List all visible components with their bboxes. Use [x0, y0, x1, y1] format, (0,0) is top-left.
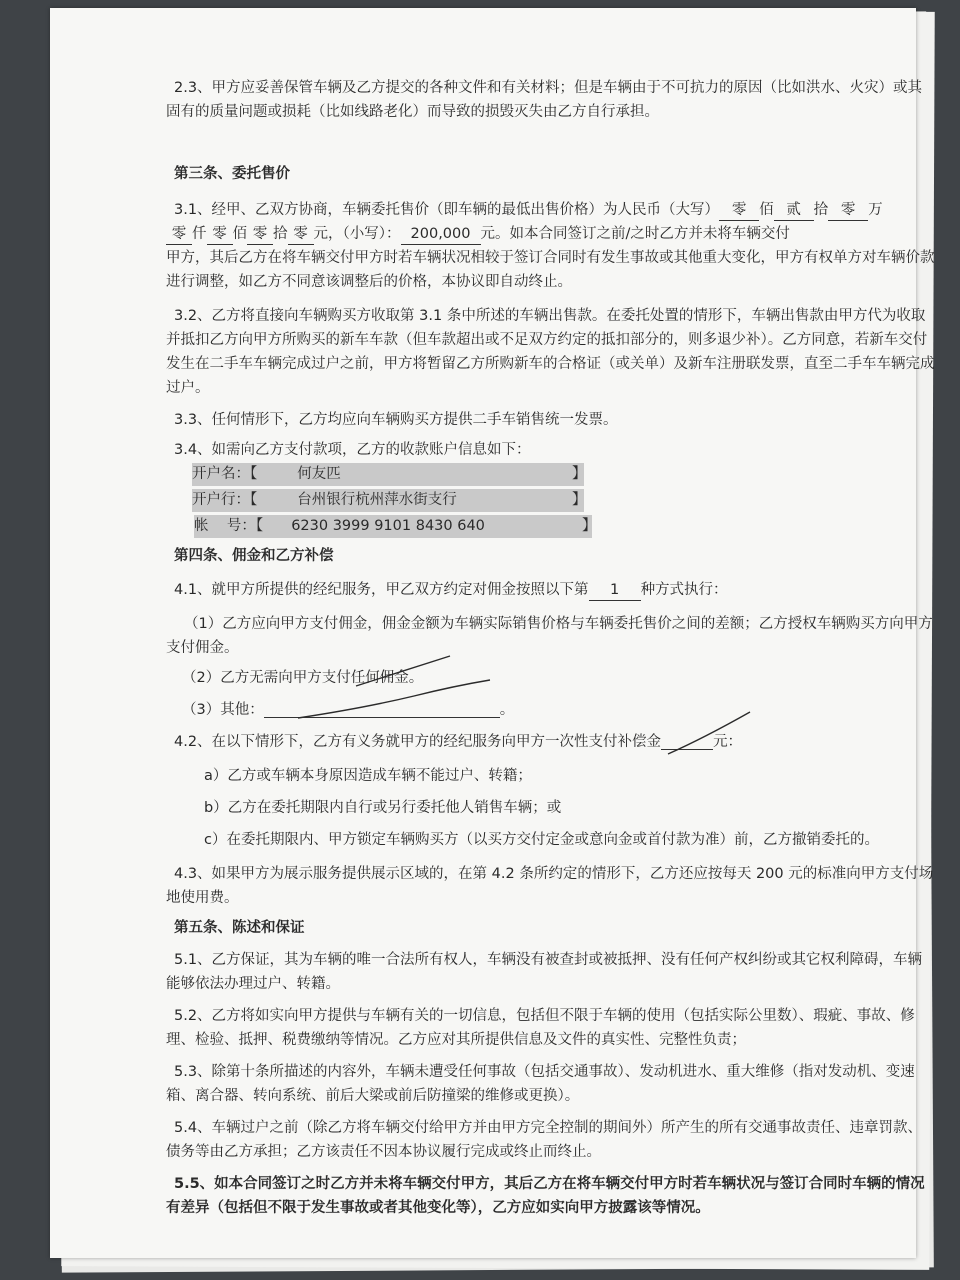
clause-5-2-line2: 理、检验、抵押、税费缴纳等情况。乙方应对其所提供信息及文件的真实性、完整性负责；: [166, 1032, 746, 1048]
clause-4-3-line1: 4.3、如果甲方为展示服务提供展示区域的，在第 4.2 条所约定的情形下，乙方还应按每天 200 元的标准向甲方支付场: [174, 866, 934, 882]
option-2: （2）乙方无需向甲方支付任何佣金。: [182, 670, 424, 686]
clause-2-3-line2: 固有的质量问题或损耗（比如线路老化）而导致的损毁灭失由乙方自行承担。: [166, 104, 659, 120]
account-bank-row: 开户行：【 台州银行杭州萍水街支行 】: [192, 489, 584, 512]
clause-3-2-line3: 发生在二手车车辆完成过户之前，甲方将暂留乙方所购新车的合格证（或关单）及新车注册联发票，直至二手车车辆完成: [166, 356, 935, 372]
clause-5-3-line1: 5.3、除第十条所描述的内容外，车辆未遭受任何事故（包括交通事故）、发动机进水、重大维修（指对发动机、变速: [174, 1064, 915, 1080]
clause-3-1-line2: 零 仟 零 佰 零 拾 零 元，（小写）： 200,000 元。如本合同签订之前/之时乙方并未将车辆交付: [166, 222, 928, 246]
clause-5-1-line2: 能够依法办理过户、转籍。: [166, 976, 340, 992]
option-1-line2: 支付佣金。: [166, 640, 239, 656]
option-3: （3）其他： 。: [182, 702, 515, 718]
section-5-heading: 第五条、陈述和保证: [174, 920, 305, 936]
account-holder-name: 何友匹: [297, 466, 341, 482]
section-4-heading: 第四条、佣金和乙方补偿: [174, 548, 334, 564]
clause-3-1-line4: 进行调整，如乙方不同意该调整后的价格，本协议即自动终止。: [166, 274, 572, 290]
clause-4-2-a: a）乙方或车辆本身原因造成车辆不能过户、转籍；: [204, 768, 532, 784]
contract-page: [50, 8, 935, 1258]
option-1-line1: （1）乙方应向甲方支付佣金，佣金金额为车辆实际销售价格与车辆委托售价之间的差额；乙方授权车辆购买方向甲方: [184, 616, 933, 632]
clause-5-4-line2: 债务等由乙方承担；乙方该责任不因本协议履行完成或终止而终止。: [166, 1144, 601, 1160]
clause-3-2-line1: 3.2、乙方将直接向车辆购买方收取第 3.1 条中所述的车辆出售款。在委托处置的情形下，车辆出售款由甲方代为收取: [174, 308, 926, 324]
clause-5-4-line1: 5.4、车辆过户之前（除乙方将车辆交付给甲方并由甲方完全控制的期间外）所产生的所有交通事故责任、违章罚款、: [174, 1120, 923, 1136]
clause-5-5-line1: 5.5、如本合同签订之时乙方并未将车辆交付甲方，其后乙方在将车辆交付甲方时若车辆状况与签订合同时车辆的情况: [174, 1176, 925, 1192]
clause-3-3: 3.3、任何情形下，乙方均应向车辆购买方提供二手车销售统一发票。: [174, 412, 618, 428]
clause-2-3-line1: 2.3、甲方应妥善保管车辆及乙方提交的各种文件和有关材料；但是车辆由于不可抗力的原因（比如洪水、火灾）或其: [174, 80, 923, 96]
commission-option-number: 1: [589, 580, 641, 601]
price-in-figures: 200,000: [401, 224, 481, 245]
clause-3-2-line4: 过户。: [166, 380, 210, 396]
clause-4-1: 4.1、就甲方所提供的经纪服务，甲乙双方约定对佣金按照以下第 1 种方式执行：: [174, 578, 936, 602]
clause-5-1-line1: 5.1、乙方保证，其为车辆的唯一合法所有权人，车辆没有被查封或被抵押、没有任何产权纠纷或其它权利障碍，车辆: [174, 952, 923, 968]
account-holder-row: 开户名：【 何友匹 】: [192, 463, 584, 486]
clause-3-2-line2: 并抵扣乙方向甲方所购买的新车车款（但车款超出或不足双方约定的抵扣部分的，则多退少补）。乙方同意，若新车交付: [166, 332, 928, 348]
clause-5-3-line2: 箱、离合器、转向系统、前后大梁或前后防撞梁的维修或更换）。: [166, 1088, 580, 1104]
clause-5-2-line1: 5.2、乙方将如实向甲方提供与车辆有关的一切信息，包括但不限于车辆的使用（包括实际公里数）、瑕疵、事故、修: [174, 1008, 915, 1024]
section-3-heading: 第三条、委托售价: [174, 166, 290, 182]
clause-4-2-c: c）在委托期限内、甲方锁定车辆购买方（以买方交付定金或意向金或首付款为准）前，乙方撤销委托的。: [204, 832, 879, 848]
clause-4-2-b: b）乙方在委托期限内自行或另行委托他人销售车辆；或: [204, 800, 562, 816]
clause-4-3-line2: 地使用费。: [166, 890, 239, 906]
account-number-row: 帐 号：【 6230 3999 9101 8430 640 】: [194, 515, 592, 538]
clause-4-2: 4.2、在以下情形下，乙方有义务就甲方的经纪服务向甲方一次性支付补偿金 元：: [174, 734, 743, 750]
clause-3-4: 3.4、如需向乙方支付款项，乙方的收款账户信息如下：: [174, 442, 531, 458]
clause-3-1-line3: 甲方，其后乙方在将车辆交付甲方时若车辆状况相较于签订合同时有发生事故或其他重大变化，甲方有权单方对车辆价款: [166, 250, 935, 266]
clause-5-5-line2: 有差异（包括但不限于发生事故或者其他变化等），乙方应如实向甲方披露该等情况。: [166, 1200, 710, 1216]
clause-3-1-line1: 3.1、经甲、乙双方协商，车辆委托售价（即车辆的最低出售价格）为人民币（大写） 零 佰 贰 拾 零 万: [174, 198, 936, 222]
account-number: 6230 3999 9101 8430 640: [291, 518, 485, 534]
account-bank-name: 台州银行杭州萍水街支行: [297, 492, 457, 508]
